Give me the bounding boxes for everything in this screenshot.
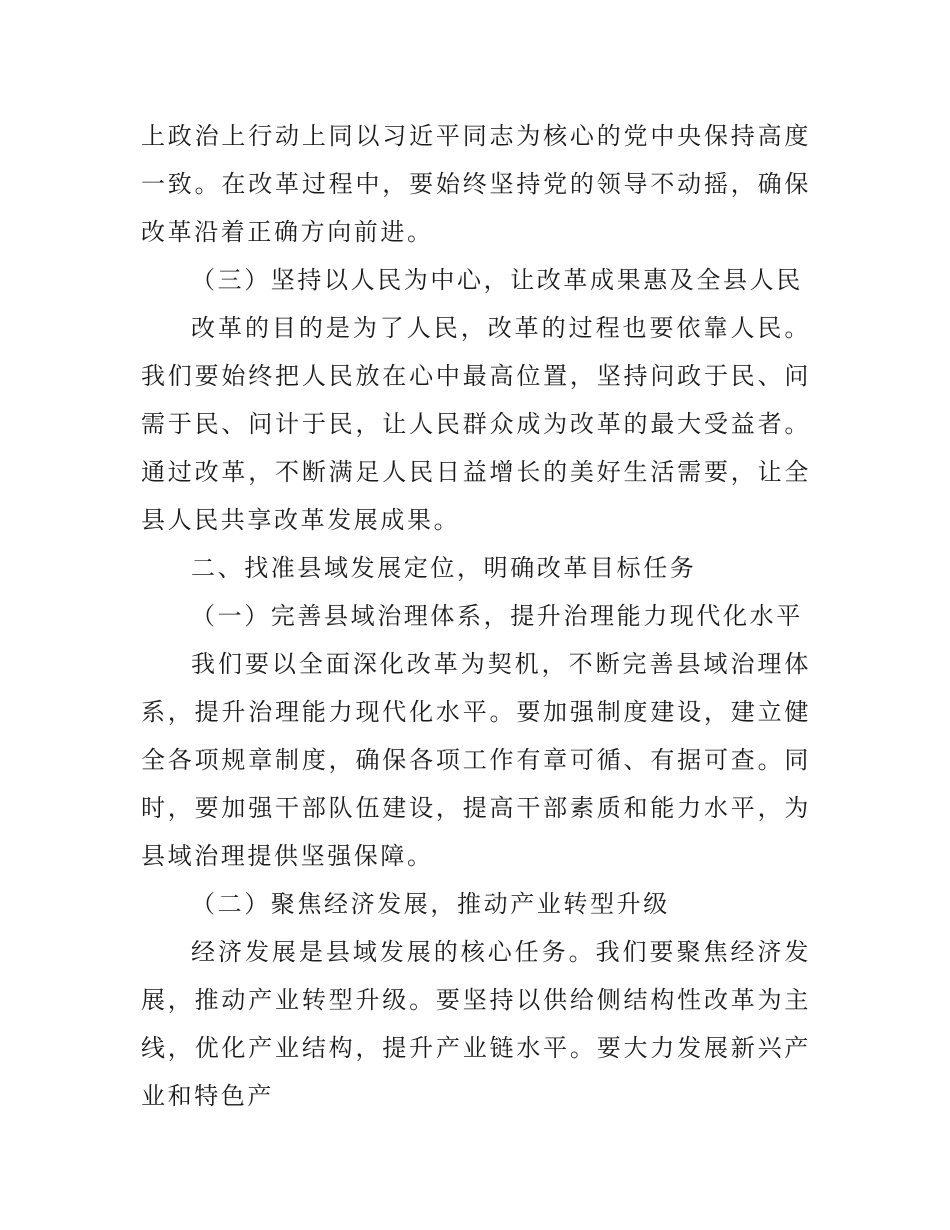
chapter-heading-2: 二、找准县域发展定位，明确改革目标任务 (191, 554, 697, 582)
section-heading-2: （二）聚焦经济发展，推动产业转型升级 (191, 890, 670, 918)
paragraph-governance: 我们要以全面深化改革为契机，不断完善县域治理体系，提升治理能力现代化水平。要加强制度建设，建立健全各项规章制度，确保各项工作有章可循、有据可查。同时，要加强干部队伍建设，提高干部素质和能力水平，为县域治理提供坚强保障。 (141, 650, 811, 870)
paragraph-economy: 经济发展是县域发展的核心任务。我们要聚焦经济发展，推动产业转型升级。要坚持以供给侧结构性改革为主线，优化产业结构，提升产业链水平。要大力发展新兴产业和特色产 (141, 938, 811, 1110)
paragraph-continued: 上政治上行动上同以习近平同志为核心的党中央保持高度一致。在改革过程中，要始终坚持党的领导不动摇，确保改革沿着正确方向前进。 (141, 122, 811, 246)
section-heading-1: （一）完善县域治理体系，提升治理能力现代化水平 (191, 602, 803, 630)
document-body (141, 112, 811, 1120)
section-heading-3: （三）坚持以人民为中心，让改革成果惠及全县人民 (191, 266, 803, 294)
paragraph-people-centered: 改革的目的是为了人民，改革的过程也要依靠人民。我们要始终把人民放在心中最高位置，坚持问政于民、问需于民、问计于民，让人民群众成为改革的最大受益者。通过改革，不断满足人民日益增长的美好生活需要，让全县人民共享改革发展成果。 (141, 314, 811, 534)
